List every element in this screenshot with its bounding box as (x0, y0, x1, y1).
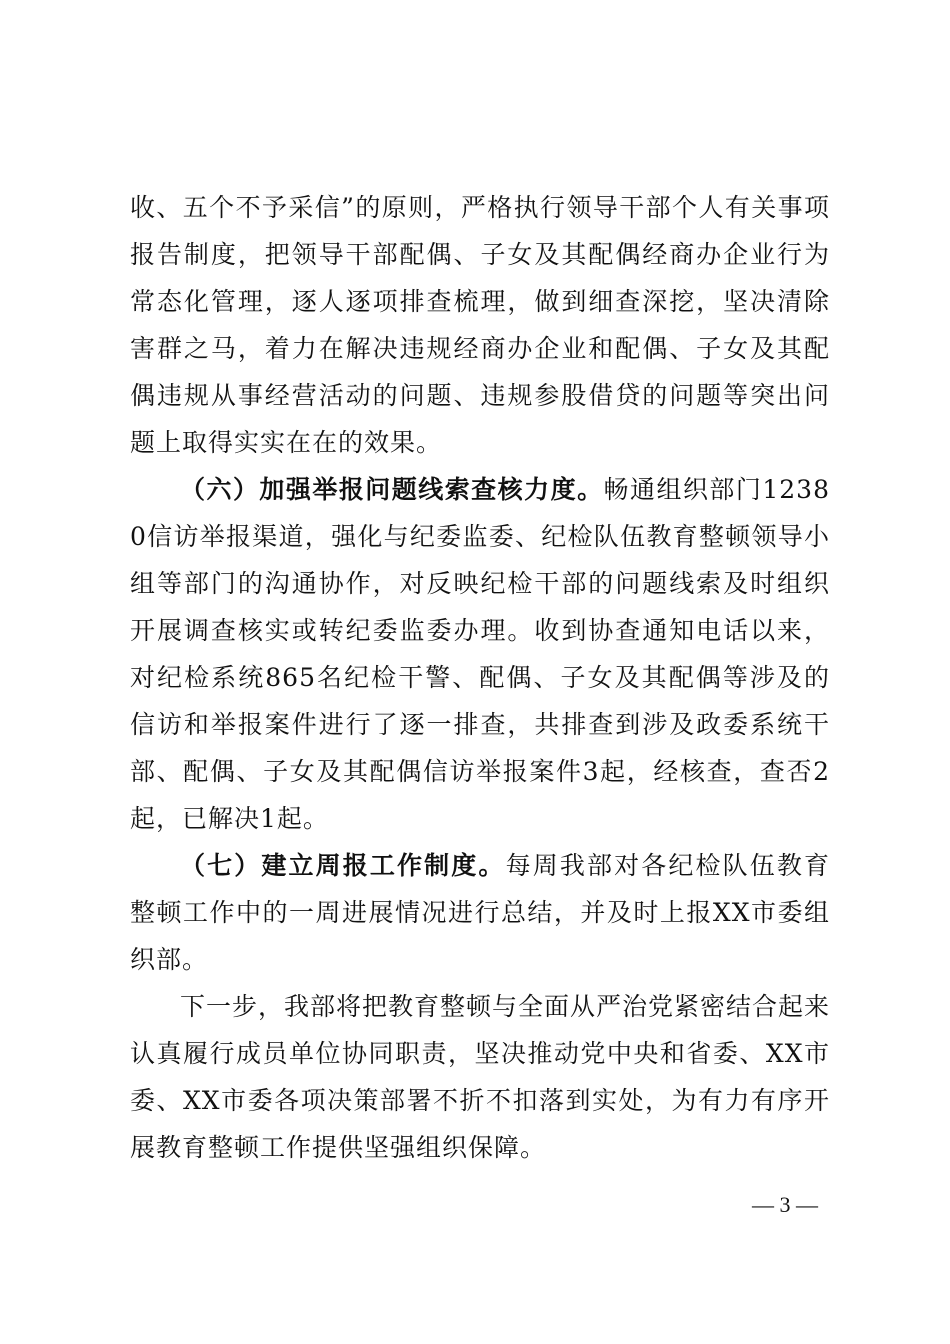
paragraph-section-six (130, 466, 830, 842)
paragraph-section-seven (130, 842, 830, 983)
section-heading: （六）加强举报问题线索查核力度。 (180, 475, 604, 504)
page-number: — 3 — (752, 1192, 818, 1217)
paragraph-continuation (130, 184, 830, 466)
paragraph-next-step (130, 983, 830, 1171)
paragraph-text: 收、五个不予采信”的原则，严格执行领导干部个人有关事项报告制度，把领导干部配偶、子女及其配偶经商办企业行为常态化管理，逐人逐项排查梳理，做到细查深挖，坚决清除害群之马，着力在解决违规经商办企业和配偶、子女及其配偶违规从事经营活动的问题、违规参股借贷的问题等突出问题上取得实实在在的效果。 (130, 193, 830, 457)
document-body (130, 184, 830, 1171)
section-heading: （七）建立周报工作制度。 (180, 851, 506, 880)
paragraph-text: 每周我部对各纪检队伍教育整顿工作中的一周进展情况进行总结，并及时上报XX市委组织部。 (130, 851, 830, 974)
paragraph-text: 畅通组织部门12380信访举报渠道，强化与纪委监委、纪检队伍教育整顿领导小组等部门的沟通协作，对反映纪检干部的问题线索及时组织开展调查核实或转纪委监委办理。收到协查通知电话以来，对纪检系统865名纪检干警、配偶、子女及其配偶等涉及的信访和举报案件进行了逐一排查，共排查到涉及政委系统干部、配偶、子女及其配偶信访举报案件3起，经核查，查否2起，已解决1起。 (130, 475, 830, 833)
paragraph-text: 下一步，我部将把教育整顿与全面从严治党紧密结合起来认真履行成员单位协同职责，坚决推动党中央和省委、XX市委、XX市委各项决策部署不折不扣落到实处，为有力有序开展教育整顿工作提供坚强组织保障。 (130, 992, 831, 1162)
